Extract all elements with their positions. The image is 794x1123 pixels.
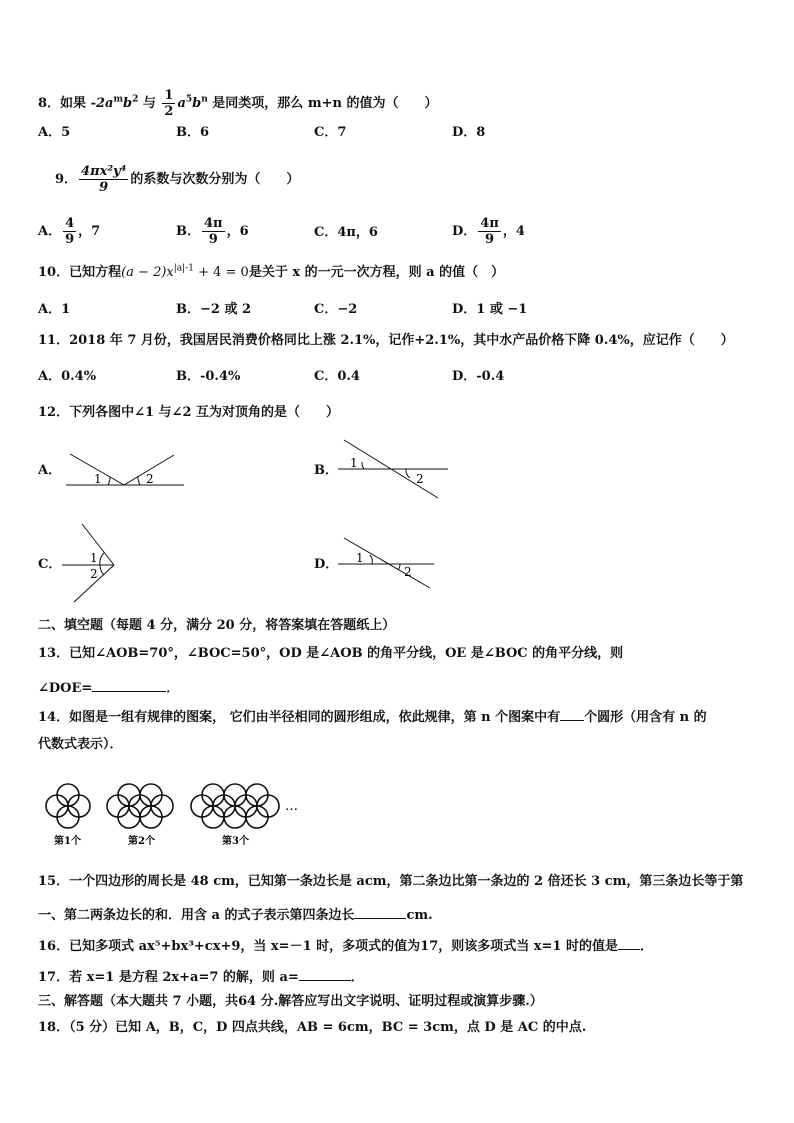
q12-c-angle2-label: 2 (90, 567, 98, 581)
q8-term2b: b (192, 96, 202, 111)
question-16 (38, 935, 653, 956)
question-12: 12．下列各图中∠1 与∠2 互为对顶角的是（ ） (38, 405, 340, 420)
q8-option-d[interactable]: D．8 (452, 125, 486, 140)
q14-text-b: 个圆形（用含有 n 的 (584, 710, 707, 725)
q11-option-b[interactable]: B．-0.4% (176, 369, 241, 384)
q8-option-a[interactable]: A．5 (38, 125, 71, 140)
question-13-line2 (38, 677, 179, 698)
q9-option-c[interactable]: C．4π，6 (314, 225, 378, 240)
q9-d-num: 4π (480, 216, 499, 231)
q9-a-letter: A． (38, 224, 62, 239)
q9-a-rest: ，7 (78, 224, 101, 239)
q12-option-c[interactable]: C． (38, 557, 62, 572)
q9-expr-num: 4πx²y⁴ (81, 164, 127, 179)
section-fill-blank: 二、填空题（每题 4 分，满分 20 分，将答案填在答题纸上） (38, 618, 396, 633)
q9-expr-den: 9 (99, 180, 109, 195)
q13-answer-blank[interactable] (92, 677, 166, 692)
q10-option-a[interactable]: A．1 (38, 302, 71, 317)
q8-term1b-exp: 2 (132, 94, 139, 105)
q9-option-b[interactable] (176, 216, 249, 247)
question-15: 15．一个四边形的周长是 48 cm，已知第一条边长是 acm，第二条边比第一条边的 2 倍还长 3 cm，第三条边长等于第 (38, 874, 744, 889)
question-13: 13．已知∠AOB=70°，∠BOC=50°，OD 是∠AOB 的角平分线，OE 是∠BOC 的角平分线，则 (38, 646, 624, 661)
q15-answer-blank[interactable] (354, 904, 406, 919)
q17-tail: ． (350, 970, 364, 985)
q9-b-num: 4π (204, 216, 223, 231)
question-10 (38, 264, 504, 282)
q12-d-angle2-label: 2 (404, 565, 412, 579)
q9-b-den: 9 (208, 232, 218, 247)
q14-caption-3: 第3个 (222, 836, 249, 847)
question-17 (38, 966, 364, 987)
q8-fraction (162, 88, 175, 119)
q15-unit: cm. (406, 908, 433, 923)
q13-tail: ． (166, 681, 180, 696)
question-15-line2 (38, 904, 433, 925)
q14-pattern-2 (107, 784, 173, 828)
q12-b-angle1-label: 1 (350, 456, 358, 470)
q16-tail: ． (639, 939, 653, 954)
q8-option-b[interactable]: B．6 (176, 125, 210, 140)
q8-term2: a (177, 96, 186, 111)
section-solution: 三、解答题（本大题共 7 小题，共64 分.解答应写出文字说明、证明过程或演算步骤.） (38, 994, 543, 1009)
q8-number: 8．如果 - (38, 96, 96, 111)
q14-ellipsis: … (285, 799, 298, 814)
q12-option-d[interactable]: D． (314, 557, 339, 572)
q17-text: 17．若 x=1 是方程 2x+a=7 的解，则 a= (38, 970, 299, 985)
q11-option-a[interactable]: A．0.4% (38, 369, 97, 384)
question-8 (38, 88, 437, 119)
q9-d-den: 9 (485, 232, 495, 247)
q8-option-c[interactable]: C．7 (314, 125, 347, 140)
q14-text-a: 14．如图是一组有规律的图案， 它们由半径相同的圆形组成，依此规律，第 n 个图案中有 (38, 710, 561, 725)
q9-option-a[interactable] (38, 216, 100, 247)
q12-option-b[interactable]: B． (314, 463, 338, 478)
q9-number: 9． (55, 172, 78, 187)
q9-d-rest: ，4 (502, 224, 525, 239)
q11-option-c[interactable]: C．0.4 (314, 369, 360, 384)
q12-d-angle1-label: 1 (356, 551, 364, 565)
q12-a-angle1-label: 1 (94, 472, 102, 486)
q10-expr-exp: |a|-1 (173, 263, 194, 274)
q8-term2b-exp: n (201, 94, 208, 105)
q10-expr-tail: + 4 = 0 (193, 265, 249, 280)
question-11: 11．2018 年 7 月份，我国居民消费价格同比上涨 2.1%，记作+2.1%，其中水产品价格下降 0.4%，应记作（ ） (38, 333, 734, 348)
question-14 (38, 706, 707, 727)
q12-option-a[interactable]: A． (38, 463, 62, 478)
q14-pattern-1 (46, 784, 90, 828)
q16-answer-blank[interactable] (618, 935, 640, 950)
q12-figure-a (60, 450, 190, 492)
q11-option-d[interactable]: D．-0.4 (452, 369, 505, 384)
q10-option-d[interactable]: D．1 或 −1 (452, 302, 528, 317)
q12-b-angle2-label: 2 (416, 472, 424, 486)
q9-d-letter: D． (452, 224, 477, 239)
q16-text: 16．已知多项式 ax⁵+bx³+cx+9，当 x=－1 时，多项式的值为17，则该多项式当 x=1 时的值是 (38, 939, 618, 954)
q9-d-frac (478, 216, 501, 247)
q9-a-num: 4 (65, 216, 75, 231)
q14-pattern-3 (191, 784, 279, 828)
question-18: 18．（5 分）已知 A，B，C，D 四点共线，AB = 6cm，BC = 3cm，点 D 是 AC 的中点. (38, 1020, 587, 1035)
q9-b-frac (202, 216, 225, 247)
q12-c-angle1-label: 1 (90, 551, 98, 565)
q10-expr: (a − 2)x (121, 265, 174, 280)
q9-b-rest: ，6 (226, 224, 249, 239)
q12-a-angle2-label: 2 (146, 472, 154, 486)
question-14-line2: 代数式表示）． (38, 737, 123, 752)
q17-answer-blank[interactable] (299, 966, 351, 981)
question-9 (55, 164, 299, 195)
q8-frac-den: 2 (164, 104, 174, 119)
q8-term1-exp: m (113, 94, 123, 105)
q13-doe: ∠DOE= (38, 681, 93, 696)
q9-a-frac (63, 216, 76, 247)
q8-term2-exp: 5 (185, 94, 193, 105)
q15-line2a: 一、第二两条边长的和．用含 a 的式子表示第四条边长 (38, 908, 355, 923)
q8-term1: 2a (95, 96, 114, 111)
q8-tail: 是同类项，那么 m+n 的值为（ ） (207, 96, 438, 111)
q8-frac-num: 1 (164, 88, 174, 103)
q10-option-c[interactable]: C．−2 (314, 302, 358, 317)
q10-option-b[interactable]: B．−2 或 2 (176, 302, 252, 317)
q9-a-den: 9 (65, 232, 75, 247)
q12-figure-c (60, 522, 120, 604)
q9-tail: 的系数与次数分别为（ ） (130, 172, 300, 187)
q14-answer-blank[interactable] (560, 706, 584, 721)
q10-number: 10．已知方程 (38, 265, 122, 280)
q14-caption-2: 第2个 (128, 836, 155, 847)
q12-figure-b (336, 438, 452, 502)
q8-mid: 与 (138, 96, 161, 111)
q14-circle-patterns (42, 780, 302, 852)
q14-caption-1: 第1个 (54, 836, 81, 847)
q9-b-letter: B． (176, 224, 200, 239)
q12-figure-d (336, 536, 436, 592)
q9-expression (79, 164, 128, 195)
q9-option-d[interactable] (452, 216, 525, 247)
q10-tail: 是关于 x 的一元一次方程，则 a 的值（ ） (248, 265, 505, 280)
q8-term1b: b (122, 96, 133, 111)
